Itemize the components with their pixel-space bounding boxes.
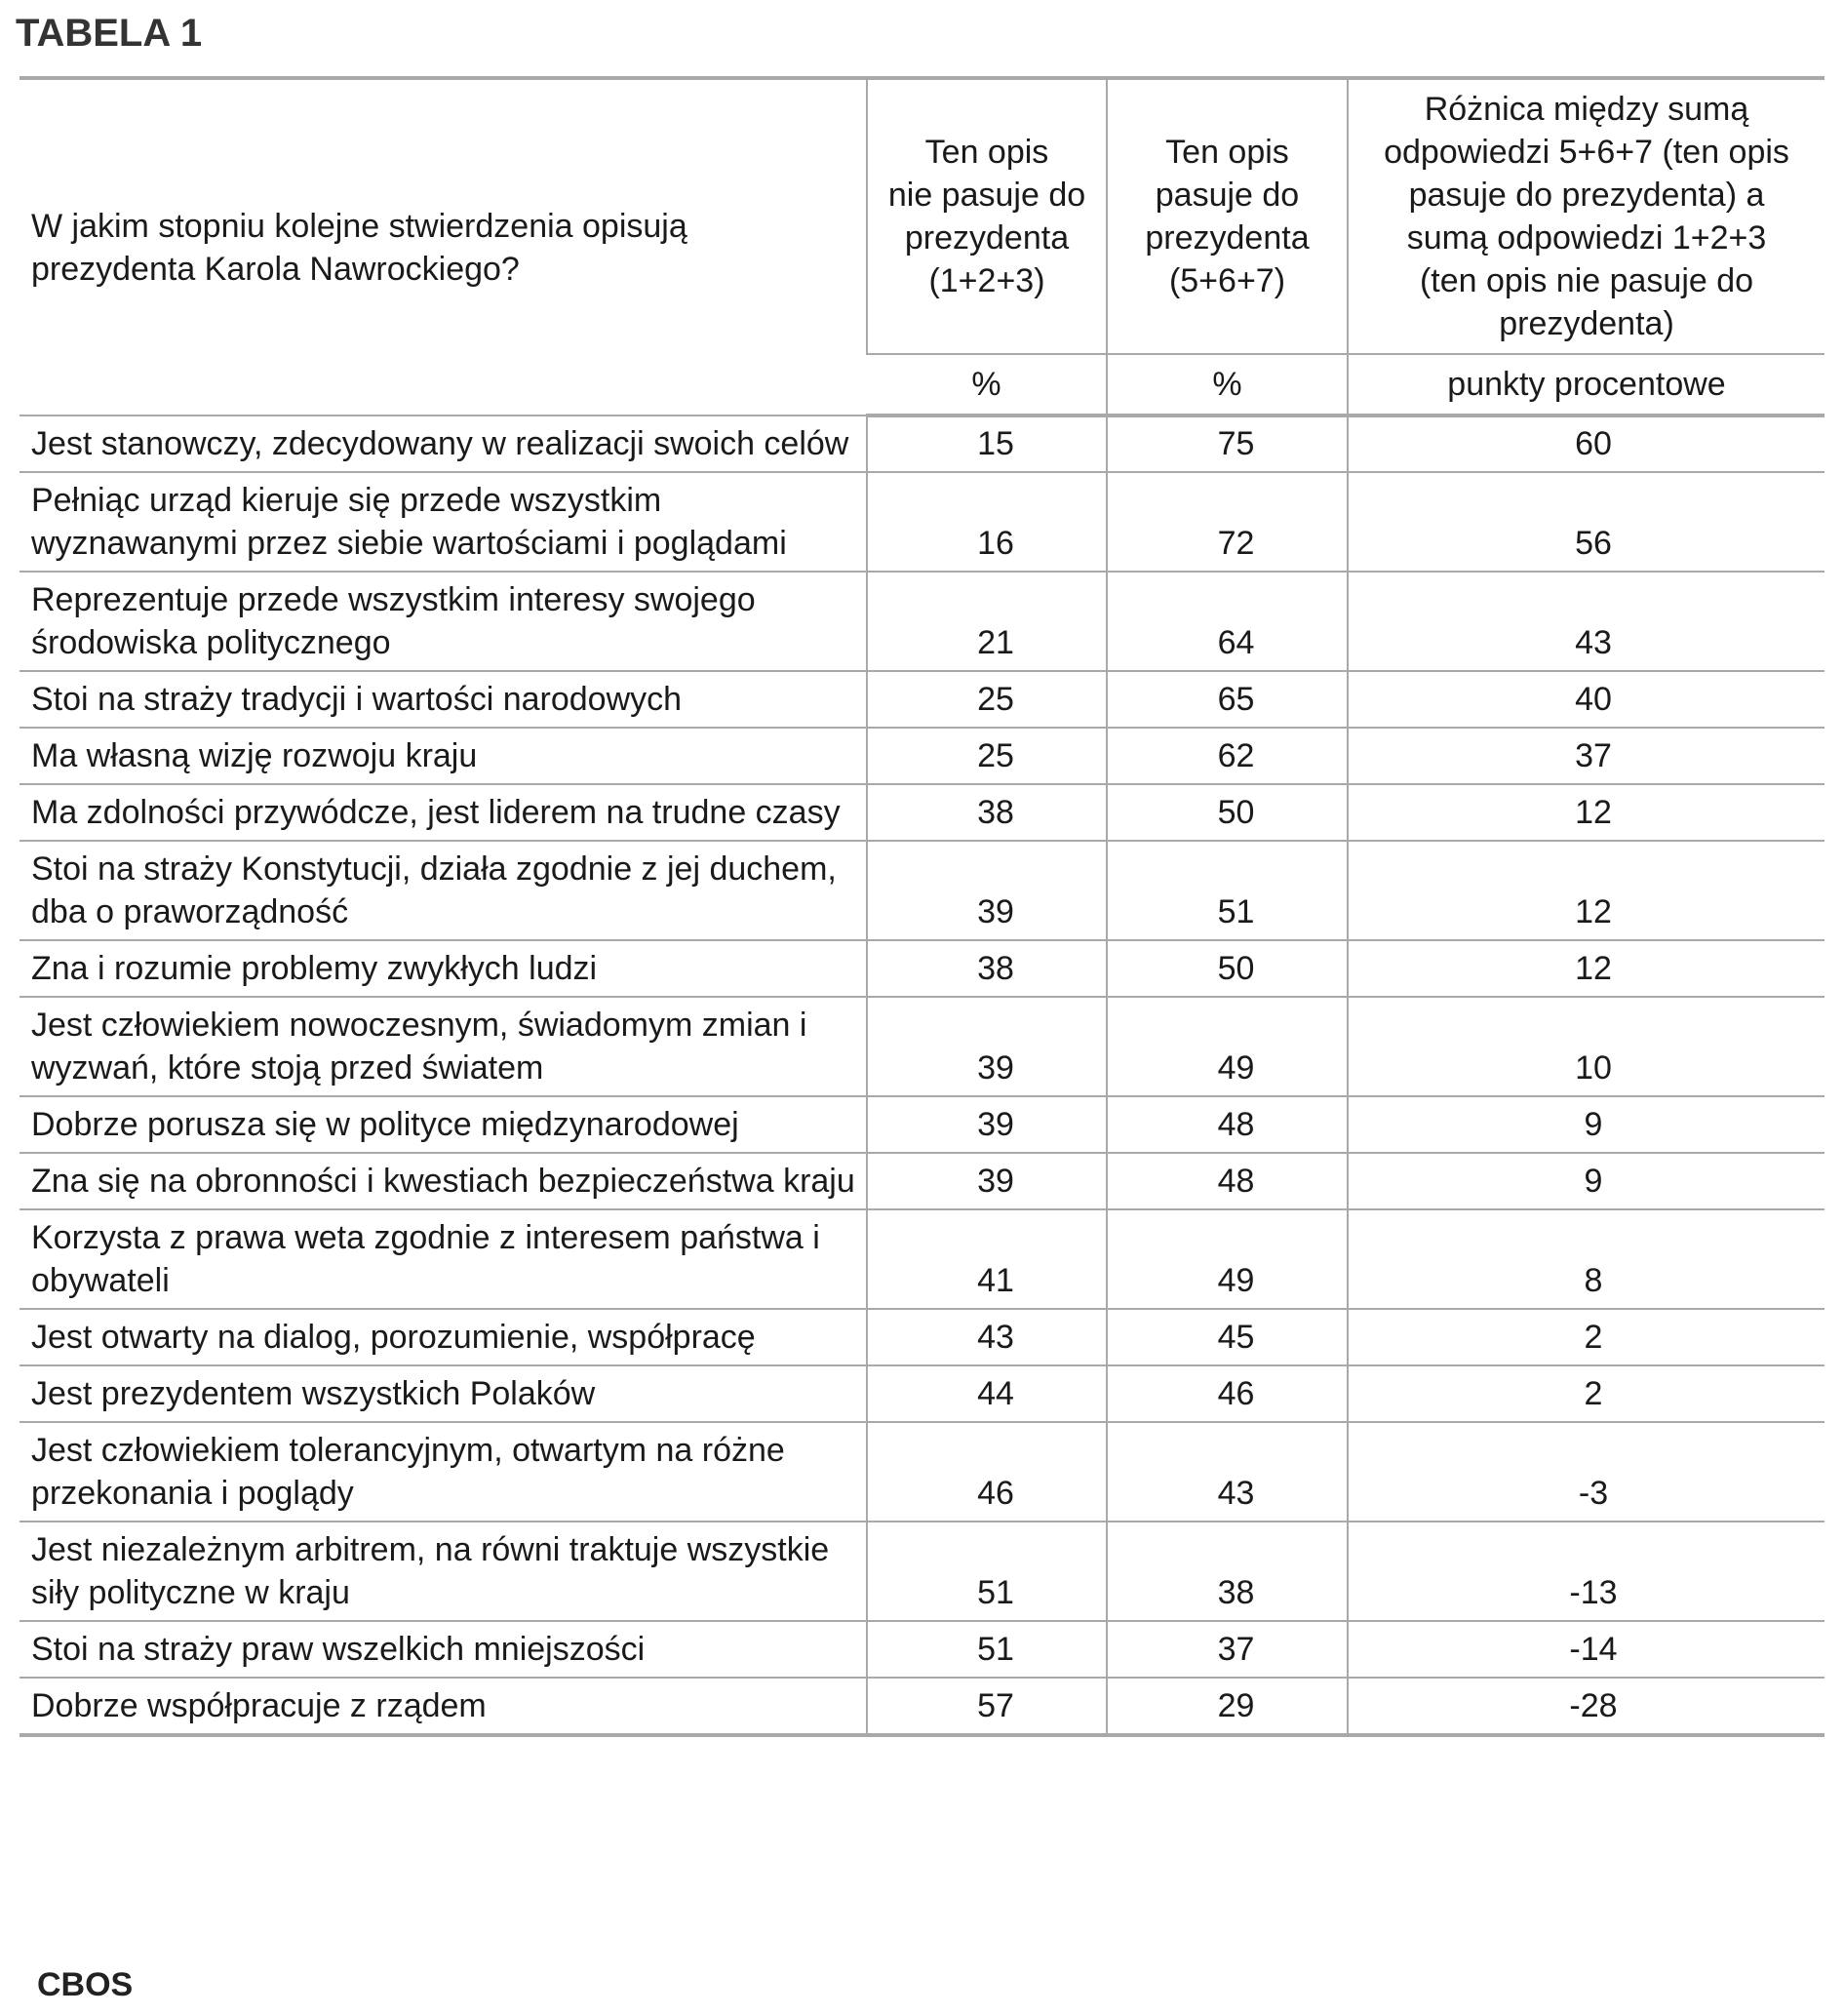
difference-cell: 37 — [1348, 728, 1824, 784]
fit-cell: 50 — [1107, 784, 1348, 841]
table-row — [20, 572, 1824, 671]
difference-cell: 2 — [1348, 1309, 1824, 1365]
statement-cell: Ma własną wizję rozwoju kraju — [20, 728, 867, 784]
table-row — [20, 728, 1824, 784]
difference-cell: 8 — [1348, 1209, 1824, 1309]
statement-cell: Jest prezydentem wszystkich Polaków — [20, 1365, 867, 1422]
header-difference-line: Różnica między sumą — [1424, 91, 1749, 128]
header-not-fit-line: (1+2+3) — [928, 262, 1045, 299]
fit-cell: 38 — [1107, 1522, 1348, 1621]
fit-cell: 64 — [1107, 572, 1348, 671]
statement-cell: Reprezentuje przede wszystkim interesy swojego środowiska politycznego — [20, 572, 867, 671]
difference-cell: 56 — [1348, 472, 1824, 572]
table-row — [20, 1153, 1824, 1209]
difference-cell: 40 — [1348, 671, 1824, 728]
header-fit-line: (5+6+7) — [1168, 262, 1286, 299]
fit-cell: 49 — [1107, 997, 1348, 1096]
table-row — [20, 940, 1824, 997]
difference-cell: -28 — [1348, 1678, 1824, 1735]
table-row — [20, 1096, 1824, 1153]
table-row — [20, 1422, 1824, 1522]
difference-cell: 12 — [1348, 784, 1824, 841]
difference-cell: 12 — [1348, 841, 1824, 940]
not-fit-cell: 39 — [867, 841, 1107, 940]
table-row — [20, 1309, 1824, 1365]
header-difference-line: prezydenta) — [1499, 305, 1674, 342]
header-fit — [1107, 78, 1348, 354]
fit-cell: 50 — [1107, 940, 1348, 997]
header-fit-line: prezydenta — [1145, 219, 1310, 257]
statement-cell: Jest człowiekiem nowoczesnym, świadomym zmian i wyzwań, które stoją przed światem — [20, 997, 867, 1096]
statement-cell: Zna się na obronności i kwestiach bezpieczeństwa kraju — [20, 1153, 867, 1209]
header-difference-line: odpowiedzi 5+6+7 (ten opis — [1384, 134, 1789, 171]
difference-cell: 43 — [1348, 572, 1824, 671]
table-row — [20, 784, 1824, 841]
question-header: W jakim stopniu kolejne stwierdzenia opisują prezydenta Karola Nawrockiego? — [20, 78, 867, 415]
statement-cell: Jest niezależnym arbitrem, na równi traktuje wszystkie siły polityczne w kraju — [20, 1522, 867, 1621]
statement-cell: Korzysta z prawa weta zgodnie z interesem państwa i obywateli — [20, 1209, 867, 1309]
unit-fit: % — [1107, 354, 1348, 415]
not-fit-cell: 39 — [867, 1096, 1107, 1153]
header-difference-line: sumą odpowiedzi 1+2+3 — [1406, 219, 1767, 257]
fit-cell: 48 — [1107, 1153, 1348, 1209]
table-title: TABELA 1 — [16, 12, 203, 55]
header-not-fit-line: prezydenta — [904, 219, 1070, 257]
table-row — [20, 415, 1824, 472]
header-difference-line: (ten opis nie pasuje do — [1419, 262, 1754, 299]
difference-cell: 60 — [1348, 415, 1824, 472]
not-fit-cell: 51 — [867, 1621, 1107, 1678]
table-row — [20, 1209, 1824, 1309]
difference-cell: 9 — [1348, 1153, 1824, 1209]
table-row — [20, 671, 1824, 728]
not-fit-cell: 15 — [867, 415, 1107, 472]
not-fit-cell: 25 — [867, 728, 1107, 784]
difference-cell: -14 — [1348, 1621, 1824, 1678]
fit-cell: 48 — [1107, 1096, 1348, 1153]
header-fit-line: pasuje do — [1155, 177, 1300, 214]
fit-cell: 75 — [1107, 415, 1348, 472]
header-fit-line: Ten opis — [1165, 134, 1289, 171]
source-label: CBOS — [37, 1966, 134, 2003]
difference-cell: -13 — [1348, 1522, 1824, 1621]
not-fit-cell: 57 — [867, 1678, 1107, 1735]
statement-cell: Dobrze współpracuje z rządem — [20, 1678, 867, 1735]
difference-cell: 2 — [1348, 1365, 1824, 1422]
difference-cell: -3 — [1348, 1422, 1824, 1522]
not-fit-cell: 25 — [867, 671, 1107, 728]
difference-cell: 9 — [1348, 1096, 1824, 1153]
statement-cell: Ma zdolności przywódcze, jest liderem na trudne czasy — [20, 784, 867, 841]
not-fit-cell: 44 — [867, 1365, 1107, 1422]
statement-cell: Pełniąc urząd kieruje się przede wszystkim wyznawanymi przez siebie wartościami i poglądami — [20, 472, 867, 572]
table-row — [20, 1522, 1824, 1621]
survey-table — [20, 76, 1824, 1737]
header-difference — [1348, 78, 1824, 354]
not-fit-cell: 46 — [867, 1422, 1107, 1522]
fit-cell: 45 — [1107, 1309, 1348, 1365]
not-fit-cell: 39 — [867, 1153, 1107, 1209]
header-not-fit-line: nie pasuje do — [887, 177, 1086, 214]
not-fit-cell: 38 — [867, 940, 1107, 997]
fit-cell: 51 — [1107, 841, 1348, 940]
statement-cell: Zna i rozumie problemy zwykłych ludzi — [20, 940, 867, 997]
statement-cell: Jest otwarty na dialog, porozumienie, współpracę — [20, 1309, 867, 1365]
statement-cell: Stoi na straży tradycji i wartości narodowych — [20, 671, 867, 728]
not-fit-cell: 43 — [867, 1309, 1107, 1365]
not-fit-cell: 39 — [867, 997, 1107, 1096]
fit-cell: 29 — [1107, 1678, 1348, 1735]
header-row — [20, 78, 1824, 354]
table-row — [20, 1365, 1824, 1422]
header-difference-line: pasuje do prezydenta) a — [1408, 177, 1765, 214]
statement-cell: Stoi na straży Konstytucji, działa zgodnie z jej duchem, dba o praworządność — [20, 841, 867, 940]
table-row — [20, 841, 1824, 940]
difference-cell: 12 — [1348, 940, 1824, 997]
statement-cell: Dobrze porusza się w polityce międzynarodowej — [20, 1096, 867, 1153]
not-fit-cell: 38 — [867, 784, 1107, 841]
statement-cell: Stoi na straży praw wszelkich mniejszości — [20, 1621, 867, 1678]
unit-difference: punkty procentowe — [1348, 354, 1824, 415]
table-row — [20, 997, 1824, 1096]
fit-cell: 49 — [1107, 1209, 1348, 1309]
table-row — [20, 472, 1824, 572]
not-fit-cell: 51 — [867, 1522, 1107, 1621]
not-fit-cell: 16 — [867, 472, 1107, 572]
fit-cell: 65 — [1107, 671, 1348, 728]
difference-cell: 10 — [1348, 997, 1824, 1096]
statement-cell: Jest stanowczy, zdecydowany w realizacji swoich celów — [20, 415, 867, 472]
fit-cell: 72 — [1107, 472, 1348, 572]
not-fit-cell: 21 — [867, 572, 1107, 671]
table-row — [20, 1621, 1824, 1678]
fit-cell: 62 — [1107, 728, 1348, 784]
fit-cell: 43 — [1107, 1422, 1348, 1522]
unit-not-fit: % — [867, 354, 1107, 415]
header-not-fit-line: Ten opis — [924, 134, 1049, 171]
fit-cell: 37 — [1107, 1621, 1348, 1678]
table-body — [20, 415, 1824, 1735]
header-not-fit — [867, 78, 1107, 354]
not-fit-cell: 41 — [867, 1209, 1107, 1309]
fit-cell: 46 — [1107, 1365, 1348, 1422]
statement-cell: Jest człowiekiem tolerancyjnym, otwartym na różne przekonania i poglądy — [20, 1422, 867, 1522]
table-row — [20, 1678, 1824, 1735]
